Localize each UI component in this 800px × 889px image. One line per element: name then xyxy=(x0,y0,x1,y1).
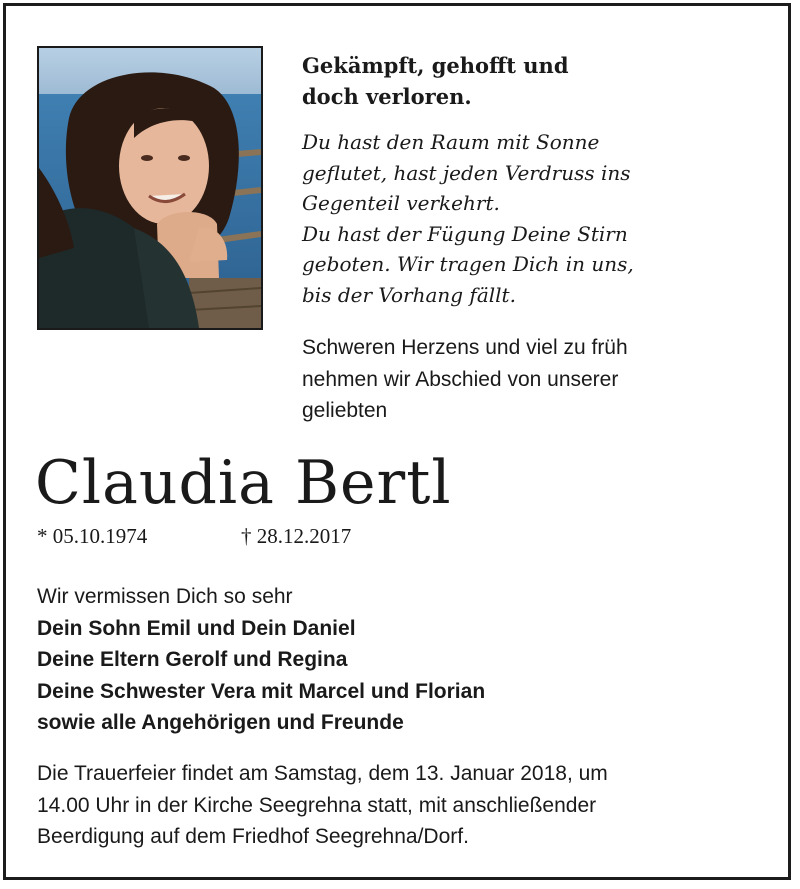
funeral-notice xyxy=(37,758,608,853)
funeral-line: 14.00 Uhr in der Kirche Seegrehna statt, mit anschließender xyxy=(37,793,597,817)
death-date: † 28.12.2017 xyxy=(241,524,352,548)
poem xyxy=(302,127,634,310)
funeral-line: Beerdigung auf dem Friedhof Seegrehna/Dorf. xyxy=(37,825,469,848)
mourner-line: sowie alle Angehörigen und Freunde xyxy=(37,711,404,734)
intro-line: nehmen wir Abschied von unserer xyxy=(302,367,619,391)
mourners-list xyxy=(37,581,485,739)
deceased-name: Claudia Bertl xyxy=(35,448,452,518)
mourner-line: Dein Sohn Emil und Dein Daniel xyxy=(37,616,356,640)
poem-line: Du hast den Raum mit Sonne xyxy=(302,130,600,154)
intro-line: Schweren Herzens und viel zu früh xyxy=(302,336,628,359)
heading-line: Gekämpft, gehofft und xyxy=(302,53,569,78)
poem-line: geflutet, hast jeden Verdruss ins xyxy=(302,160,631,185)
poem-line: bis der Vorhang fällt. xyxy=(302,282,516,307)
mourner-line: Deine Eltern Gerolf und Regina xyxy=(37,648,348,671)
intro-line: geliebten xyxy=(302,399,388,422)
mourners-intro: Wir vermissen Dich so sehr xyxy=(37,585,293,608)
poem-line: geboten. Wir tragen Dich in uns, xyxy=(302,252,634,276)
portrait-photo xyxy=(37,46,263,330)
life-dates xyxy=(37,522,352,550)
heading-verse xyxy=(302,50,569,112)
heading-line: doch verloren. xyxy=(302,84,472,109)
farewell-intro xyxy=(302,332,628,427)
poem-line: Du hast der Fügung Deine Stirn xyxy=(302,221,628,246)
poem-line: Gegenteil verkehrt. xyxy=(302,191,500,215)
mourner-line: Deine Schwester Vera mit Marcel und Florian xyxy=(37,679,486,703)
funeral-line: Die Trauerfeier findet am Samstag, dem 13. Januar 2018, um xyxy=(37,762,608,785)
birth-date: * 05.10.1974 xyxy=(37,524,148,548)
